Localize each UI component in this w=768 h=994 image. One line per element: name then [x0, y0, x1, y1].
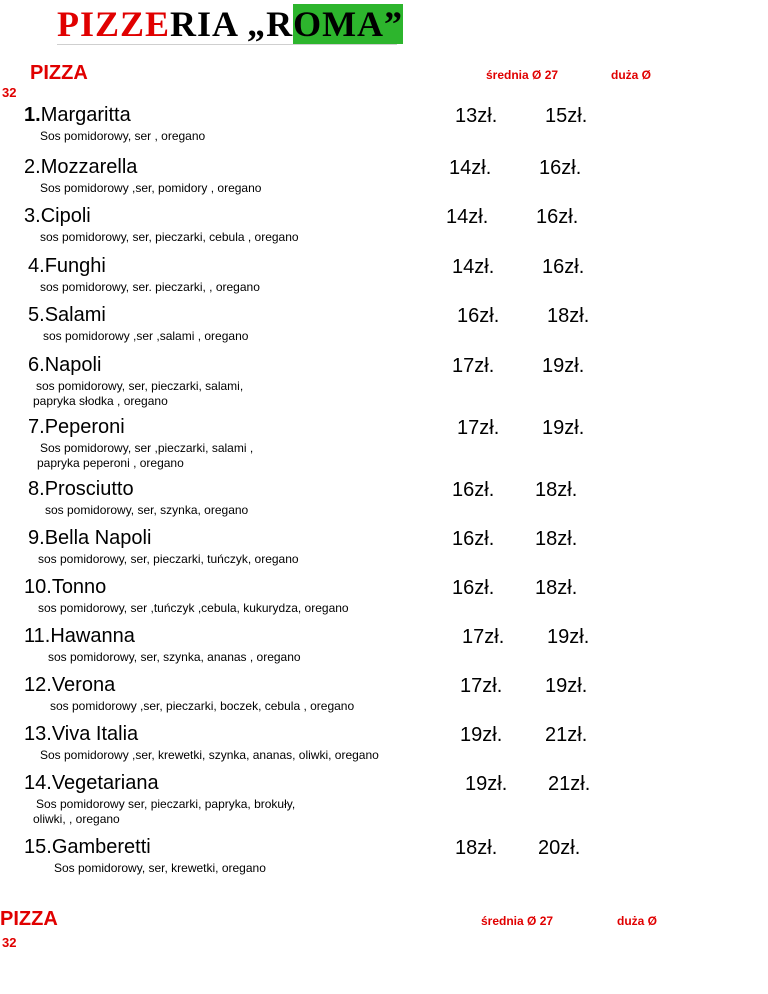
item-number: 3. [24, 205, 41, 227]
section-title: PIZZA [30, 62, 88, 84]
item-description-line: sos pomidorowy, ser, pieczarki, tuńczyk, oregano [38, 552, 299, 566]
menu-item [0, 205, 768, 253]
item-description [38, 601, 349, 616]
item-name [28, 255, 106, 278]
item-number: 14. [24, 772, 52, 794]
item-title: Prosciutto [44, 478, 134, 500]
price-medium: 18zł. [455, 837, 498, 859]
menu-item [0, 836, 768, 884]
item-name [24, 772, 159, 795]
price-large: 20zł. [538, 837, 581, 859]
item-description-line: papryka peperoni , oregano [37, 456, 184, 470]
title-underline [57, 44, 397, 45]
item-number: 15. [24, 836, 52, 858]
price-medium: 16zł. [452, 577, 495, 599]
price-large: 18zł. [535, 528, 578, 550]
item-name [24, 625, 135, 648]
item-name [24, 576, 106, 599]
item-description-line: Sos pomidorowy ser, pieczarki, papryka, brokuły, [36, 797, 296, 811]
item-title: Tonno [51, 576, 107, 598]
item-name [24, 104, 131, 127]
item-description [54, 861, 266, 876]
item-description [50, 699, 354, 714]
menu-item [0, 772, 768, 826]
item-title: Verona [51, 674, 116, 696]
item-number: 13. [24, 723, 52, 745]
title-white-part: RIA „ [170, 4, 267, 44]
price-medium: 17zł. [460, 675, 503, 697]
item-title: Hawanna [50, 625, 135, 647]
medium-size-header: średnia Ø 27 [486, 68, 559, 82]
item-title: Funghi [44, 255, 106, 277]
item-description-line: sos pomidorowy, ser ,tuńczyk ,cebula, kukurydza, oregano [38, 601, 349, 615]
item-name [28, 416, 125, 439]
item-name [24, 674, 115, 697]
restaurant-title [57, 4, 403, 44]
price-large: 19zł. [545, 675, 588, 697]
price-large: 18zł. [535, 577, 578, 599]
menu-item [0, 674, 768, 722]
item-description-line: Sos pomidorowy, ser, krewetki, oregano [54, 861, 266, 875]
menu-item [0, 156, 768, 204]
item-description [48, 650, 301, 665]
item-description-line: Sos pomidorowy ,ser, krewetki, szynka, ananas, oliwki, oregano [40, 748, 379, 762]
price-large: 16zł. [539, 157, 582, 179]
menu-item [0, 416, 768, 470]
item-title: Margaritta [40, 104, 131, 126]
item-description-line: Sos pomidorowy, ser , oregano [40, 129, 206, 143]
price-large: 15zł. [545, 105, 588, 127]
item-number: 11. [24, 625, 51, 647]
section-title: PIZZA [0, 908, 58, 930]
section-number: 32 [2, 85, 17, 100]
item-number: 8. [28, 478, 45, 500]
item-number: 5. [28, 304, 45, 326]
item-number: 4. [28, 255, 45, 277]
item-title: Peperoni [44, 416, 125, 438]
item-name [24, 836, 151, 859]
item-description-line: sos pomidorowy, ser, pieczarki, cebula , oregano [40, 230, 299, 244]
item-description [43, 329, 248, 344]
item-description-line: sos pomidorowy, ser. pieczarki, , oregano [40, 280, 260, 294]
item-title: Vegetariana [51, 772, 159, 794]
item-title: Napoli [44, 354, 102, 376]
price-medium: 16zł. [452, 528, 495, 550]
item-title: Mozzarella [40, 156, 138, 178]
title-white-part-r: R [266, 4, 294, 44]
menu-item [0, 527, 768, 575]
item-description [33, 379, 244, 409]
price-medium: 16zł. [452, 479, 495, 501]
item-description [40, 230, 299, 245]
item-title: Bella Napoli [44, 527, 152, 549]
price-medium: 14zł. [446, 206, 489, 228]
price-large: 19zł. [542, 355, 585, 377]
price-medium: 17zł. [452, 355, 495, 377]
item-description [37, 441, 254, 471]
price-medium: 13zł. [455, 105, 498, 127]
item-description [40, 280, 260, 295]
price-large: 18zł. [535, 479, 578, 501]
item-number: 12. [24, 674, 52, 696]
item-number: 10. [24, 576, 52, 598]
menu-item [0, 723, 768, 771]
menu-item [0, 104, 768, 152]
item-name [24, 205, 91, 228]
item-description-line: papryka słodka , oregano [33, 394, 168, 408]
menu-item [0, 354, 768, 408]
price-medium: 14zł. [452, 256, 495, 278]
price-medium: 16zł. [457, 305, 500, 327]
menu-item [0, 576, 768, 624]
item-description [45, 503, 248, 518]
price-large: 16zł. [536, 206, 579, 228]
price-large: 21zł. [548, 773, 591, 795]
item-description [40, 129, 205, 144]
price-large: 19zł. [542, 417, 585, 439]
item-description-line: Sos pomidorowy ,ser, pomidory , oregano [40, 181, 262, 195]
item-name [24, 156, 137, 179]
item-description [38, 552, 299, 567]
large-size-header: duża Ø [611, 68, 652, 82]
price-medium: 17zł. [462, 626, 505, 648]
title-red-part: PIZZE [57, 4, 171, 44]
item-number: 6. [28, 354, 45, 376]
item-description-line: oliwki, , oregano [33, 812, 120, 826]
price-medium: 19zł. [465, 773, 508, 795]
item-description [40, 181, 261, 196]
item-title: Viva Italia [51, 723, 139, 745]
price-large: 19zł. [547, 626, 590, 648]
item-description-line: sos pomidorowy, ser, szynka, oregano [45, 503, 249, 517]
item-name [28, 527, 151, 550]
item-description-line: sos pomidorowy, ser, szynka, ananas , oregano [48, 650, 301, 664]
item-description [40, 748, 379, 763]
item-title: Cipoli [40, 205, 91, 227]
item-name [28, 304, 106, 327]
item-title: Gamberetti [51, 836, 151, 858]
price-large: 21zł. [545, 724, 588, 746]
item-description-line: sos pomidorowy, ser, pieczarki, salami, [36, 379, 244, 393]
price-medium: 19zł. [460, 724, 503, 746]
item-name [28, 478, 134, 501]
item-number: 2. [24, 156, 41, 178]
item-number: 7. [28, 416, 45, 438]
item-description-line: Sos pomidorowy, ser ,pieczarki, salami , [40, 441, 254, 455]
price-medium: 17zł. [457, 417, 500, 439]
item-name [24, 723, 138, 746]
title-green-part: OMA” [293, 4, 404, 44]
item-description-line: sos pomidorowy ,ser, pieczarki, boczek, cebula , oregano [50, 699, 355, 713]
menu-item [0, 304, 768, 352]
item-name [28, 354, 101, 377]
item-description-line: sos pomidorowy ,ser ,salami , oregano [43, 329, 249, 343]
price-medium: 14zł. [449, 157, 492, 179]
large-size-header: duża Ø [617, 914, 658, 928]
item-number: 9. [28, 527, 45, 549]
price-large: 18zł. [547, 305, 590, 327]
item-number: 1. [24, 104, 41, 126]
menu-item [0, 625, 768, 673]
item-description [33, 797, 296, 827]
section-number: 32 [2, 935, 17, 950]
menu-item [0, 478, 768, 526]
price-large: 16zł. [542, 256, 585, 278]
menu-item [0, 255, 768, 303]
medium-size-header: średnia Ø 27 [481, 914, 554, 928]
item-title: Salami [44, 304, 106, 326]
